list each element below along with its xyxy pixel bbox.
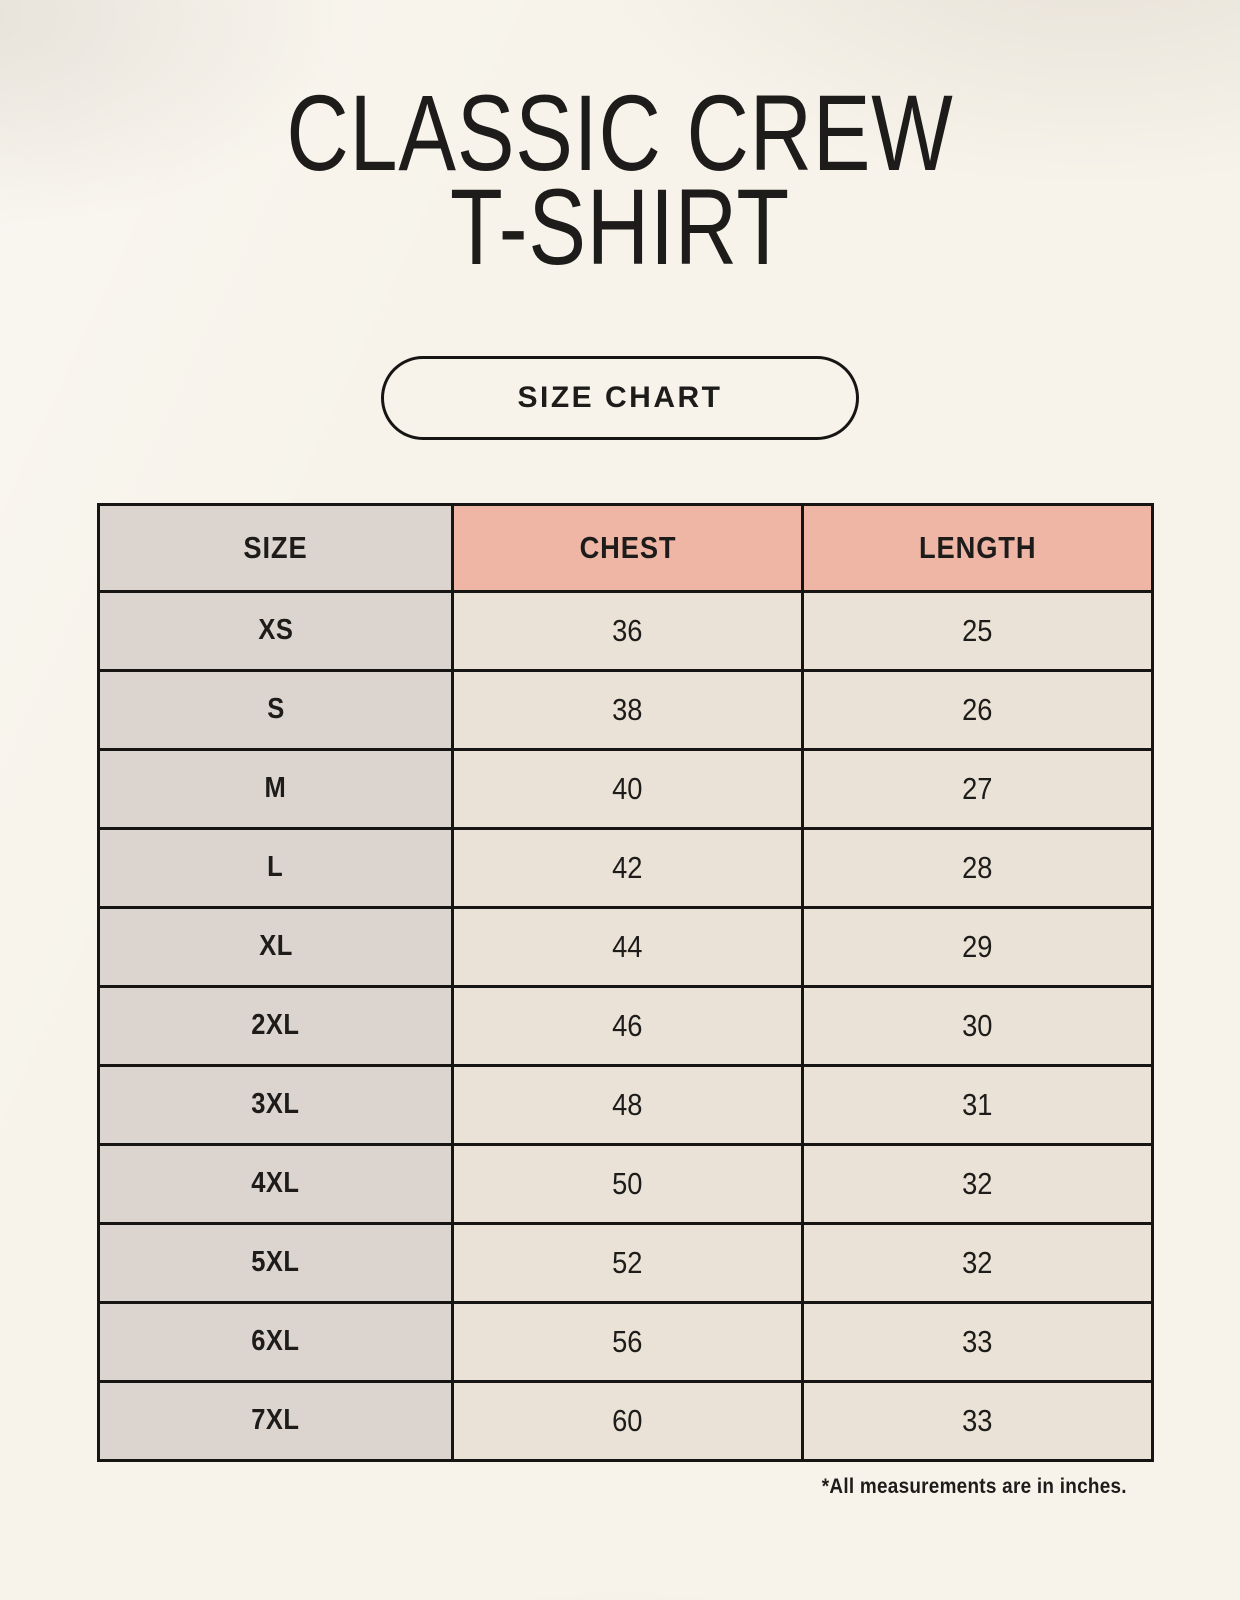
table-row <box>99 591 1153 670</box>
size-table-header <box>99 504 1153 591</box>
table-row <box>99 749 1153 828</box>
size-cell: L <box>99 828 453 907</box>
size-chart-badge-label: SIZE CHART <box>517 380 723 414</box>
length-cell: 28 <box>803 828 1153 907</box>
chest-cell: 50 <box>453 1144 803 1223</box>
column-header-length: LENGTH <box>803 504 1153 591</box>
chest-cell: 38 <box>453 670 803 749</box>
chest-cell: 56 <box>453 1302 803 1381</box>
length-cell: 32 <box>803 1144 1153 1223</box>
chest-cell: 40 <box>453 749 803 828</box>
chest-cell: 60 <box>453 1381 803 1460</box>
length-cell: 26 <box>803 670 1153 749</box>
chest-cell: 52 <box>453 1223 803 1302</box>
length-cell: 27 <box>803 749 1153 828</box>
size-cell: 5XL <box>99 1223 453 1302</box>
size-cell: XS <box>99 591 453 670</box>
chest-cell: 46 <box>453 986 803 1065</box>
chest-cell: 36 <box>453 591 803 670</box>
size-cell: S <box>99 670 453 749</box>
length-cell: 30 <box>803 986 1153 1065</box>
page-title-line-2: T-SHIRT <box>449 165 791 287</box>
table-row <box>99 1223 1153 1302</box>
size-cell: 7XL <box>99 1381 453 1460</box>
chest-cell: 42 <box>453 828 803 907</box>
size-cell: 3XL <box>99 1065 453 1144</box>
table-row <box>99 828 1153 907</box>
length-cell: 31 <box>803 1065 1153 1144</box>
size-cell: 2XL <box>99 986 453 1065</box>
length-cell: 32 <box>803 1223 1153 1302</box>
measurements-note: *All measurements are in inches. <box>822 1473 1128 1498</box>
table-row <box>99 986 1153 1065</box>
table-row <box>99 1065 1153 1144</box>
chest-cell: 48 <box>453 1065 803 1144</box>
page-title-line-1: CLASSIC CREW <box>286 72 954 193</box>
table-row <box>99 1144 1153 1223</box>
table-row <box>99 1302 1153 1381</box>
length-cell: 33 <box>803 1381 1153 1460</box>
column-header-size: SIZE <box>99 504 453 591</box>
size-table <box>97 503 1154 1462</box>
length-cell: 29 <box>803 907 1153 986</box>
size-table-body <box>99 591 1153 1460</box>
size-cell: 6XL <box>99 1302 453 1381</box>
size-cell: M <box>99 749 453 828</box>
size-cell: 4XL <box>99 1144 453 1223</box>
length-cell: 33 <box>803 1302 1153 1381</box>
table-row <box>99 1381 1153 1460</box>
size-cell: XL <box>99 907 453 986</box>
size-chart-badge[interactable] <box>381 356 859 440</box>
table-row <box>99 670 1153 749</box>
header-row <box>99 504 1153 591</box>
column-header-chest: CHEST <box>453 504 803 591</box>
chest-cell: 44 <box>453 907 803 986</box>
length-cell: 25 <box>803 591 1153 670</box>
page-title <box>0 0 1240 287</box>
table-row <box>99 907 1153 986</box>
